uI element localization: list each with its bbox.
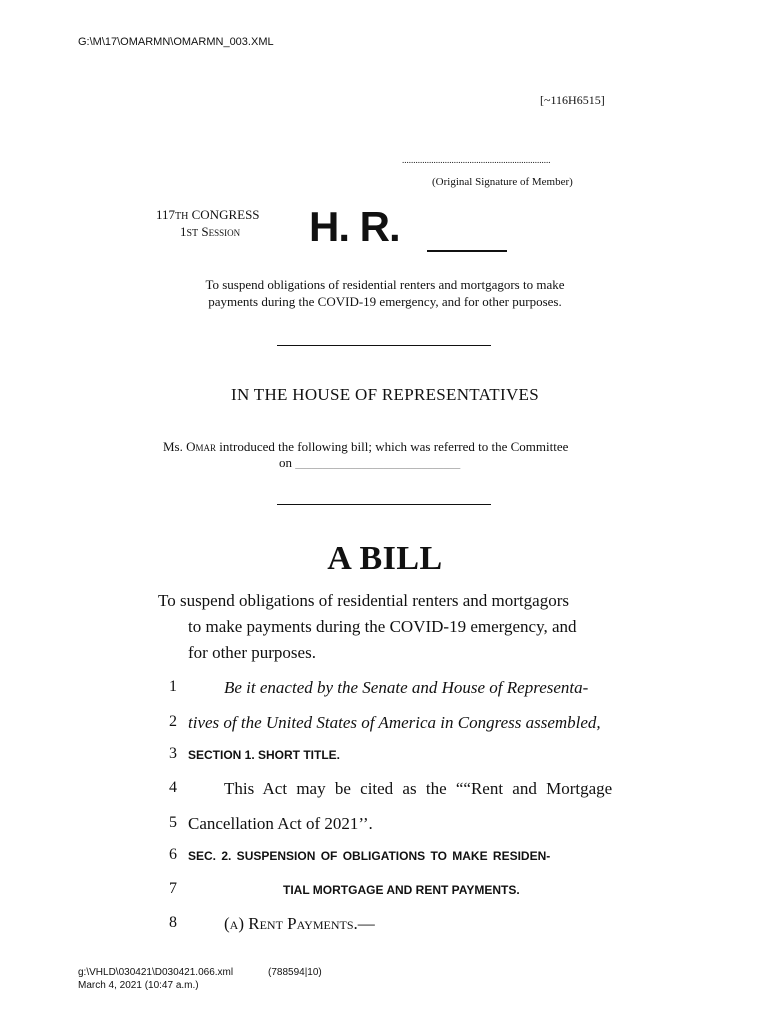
bill-prefix: H. R. [309, 203, 400, 250]
footer-path: g:\VHLD\030421\D030421.066.xml [78, 967, 234, 978]
subsection-heading: (a) Rent Payments.— [224, 914, 375, 933]
draft-id: [~116H6515] [540, 93, 605, 107]
chamber-heading: IN THE HOUSE OF REPRESENTATIVES [231, 385, 539, 404]
introduction-text [163, 439, 568, 455]
short-description-line: To suspend obligations of residential renters and mortgagors to make [205, 277, 565, 292]
committee-line [279, 455, 460, 471]
sponsor-prefix: Ms. [163, 439, 183, 454]
introduction-body: introduced the following bill; which was referred to the Committee [219, 439, 569, 454]
line-number: 3 [169, 745, 177, 762]
congress-word: CONGRESS [191, 207, 260, 222]
long-title [158, 588, 577, 666]
signature-line: .................................................................. [402, 155, 551, 165]
section-heading: SECTION 1. SHORT TITLE. [188, 748, 341, 762]
congress-suffix: TH [175, 211, 189, 222]
file-path: G:\M\17\OMARMN\OMARMN_003.XML [78, 36, 274, 48]
committee-on: on [279, 455, 292, 470]
short-description [100, 276, 670, 310]
section-text: This Act may be cited as the ““Rent and Mortgage [224, 779, 613, 798]
committee-blank: ______________________________ [295, 458, 461, 470]
line-number: 8 [169, 914, 177, 931]
section-text: Cancellation Act of 2021’’. [188, 814, 373, 833]
session-word: Session [201, 224, 241, 239]
section-heading: TIAL MORTGAGE AND RENT PAYMENTS. [283, 883, 520, 897]
line-number: 5 [169, 814, 177, 831]
short-description-line: payments during the COVID-19 emergency, and for other purposes. [208, 294, 562, 309]
divider [277, 504, 491, 505]
section-heading: SEC. 2. SUSPENSION OF OBLIGATIONS TO MAKE RESIDEN- [188, 849, 551, 863]
long-title-line: for other purposes. [188, 643, 316, 662]
bill-number-blank [427, 250, 507, 252]
line-number: 2 [169, 713, 177, 730]
bill-title: A BILL [327, 540, 443, 577]
session-suffix: ST [186, 228, 199, 239]
signature-label: (Original Signature of Member) [432, 176, 573, 188]
session-label [180, 224, 240, 240]
session-number: 1 [180, 224, 187, 239]
enacting-clause: tives of the United States of America in Congress assembled, [188, 713, 601, 732]
line-number: 7 [169, 880, 177, 897]
line-number: 6 [169, 846, 177, 863]
line-number: 4 [169, 779, 177, 796]
bill-number [309, 203, 400, 251]
enacting-clause: Be it enacted by the Senate and House of Representa- [224, 678, 589, 697]
congress-label [156, 207, 260, 223]
sponsor-name: Omar [186, 439, 217, 454]
long-title-line: To suspend obligations of residential renters and mortgagors [158, 591, 569, 610]
line-number: 1 [169, 678, 177, 695]
divider [277, 345, 491, 346]
congress-number: 117 [156, 207, 176, 222]
long-title-line: to make payments during the COVID-19 emergency, and [188, 617, 577, 636]
footer-date: March 4, 2021 (10:47 a.m.) [78, 980, 199, 991]
footer-job: (788594|10) [268, 967, 322, 978]
